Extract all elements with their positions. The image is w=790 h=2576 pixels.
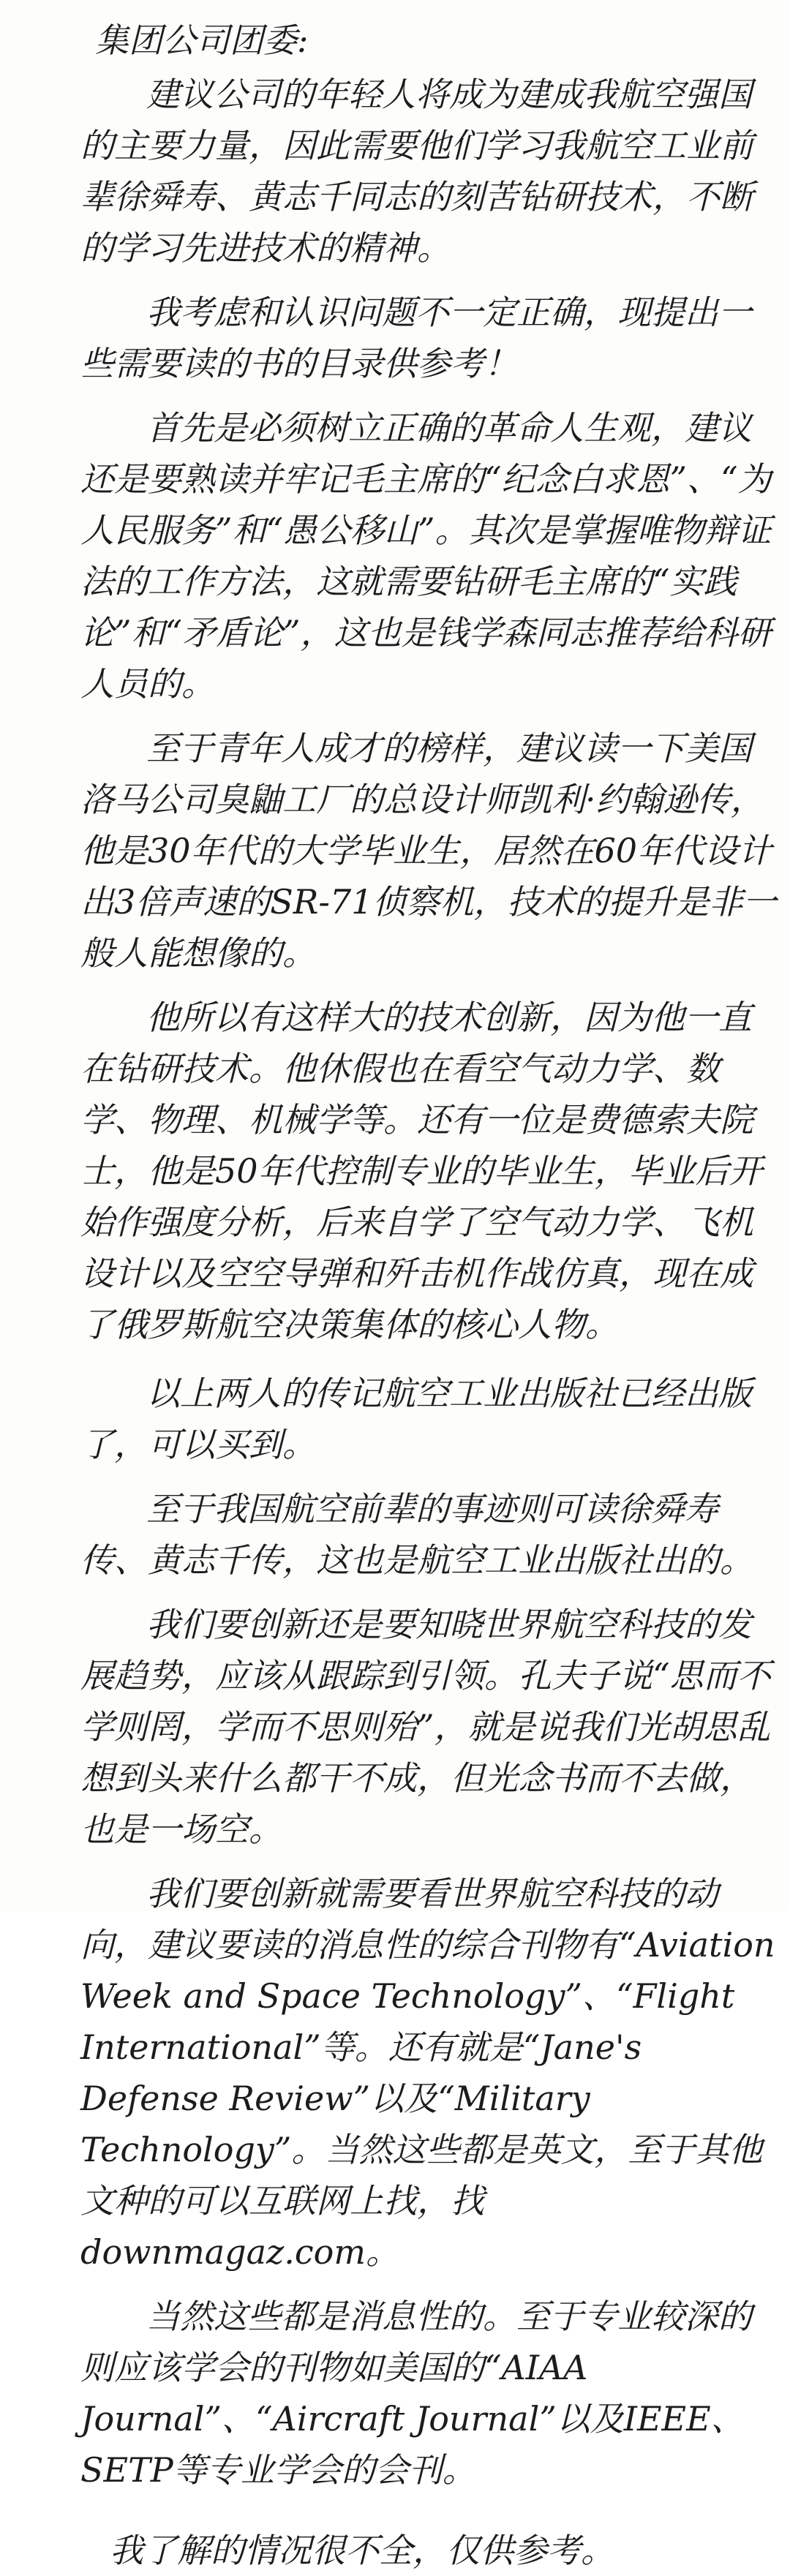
paragraph-8: 我们要创新还是要知晓世界航空科技的发展趋势，应该从跟踪到引领。孔夫子说“思而不学则罔，学而不思则殆”，就是说我们光胡思乱想到头来什么都干不成，但光念书而不去做，也是一场空。 bbox=[80, 1605, 771, 1849]
paragraph-6: 以上两人的传记航空工业出版社已经出版了，可以买到。 bbox=[80, 1374, 752, 1464]
paragraph-10: 当然这些都是消息性的。至于专业较深的则应该学会的刊物如美国的“AIAA Journal”、“Aircraft Journal”以及IEEE、SETP等专业学会的会刊。 bbox=[80, 2297, 752, 2490]
paragraph-1: 建议公司的年轻人将成为建成我航空强国的主要力量，因此需要他们学习我航空工业前辈徐舜寿、黄志千同志的刻苦钻研技术，不断的学习先进技术的精神。 bbox=[80, 75, 753, 268]
paragraph-4: 至于青年人成才的榜样，建议读一下美国洛马公司臭鼬工厂的总设计师凯利·约翰逊传，他是30年代的大学毕业生，居然在60年代设计出3倍声速的SR-71侦察机，技术的提升是非一般人能想像的。 bbox=[80, 728, 777, 973]
paragraph-9: 我们要创新就需要看世界航空科技的动向，建议要读的消息性的综合刊物有“Aviation Week and Space Technology”、“Flight International”等。还有就是“Jane's Defense Review”以及“Military Technology”。当然这些都是英文，至于其他文种的可以互联网上找，找downmagaz.com。 bbox=[80, 1874, 775, 2272]
paragraph-5: 他所以有这样大的技术创新，因为他一直在钻研技术。他休假也在看空气动力学、数学、物理、机械学等。还有一位是费德索夫院士，他是50年代控制专业的毕业生，毕业后开始作强度分析，后来自学了空气动力学、飞机设计以及空空导弹和歼击机作战仿真，现在成了俄罗斯航空决策集体的核心人物。 bbox=[80, 998, 763, 1344]
paragraph-3: 首先是必须树立正确的革命人生观，建议还是要熟读并牢记毛主席的“纪念白求恩”、“为人民服务”和“愚公移山”。其次是掌握唯物辩证法的工作方法，这就需要钻研毛主席的“实践论”和“矛盾论”，这也是钱学森同志推荐给科研人员的。 bbox=[80, 408, 772, 704]
closing-line: 我了解的情况很不全，仅供参考。 bbox=[110, 2531, 614, 2570]
handwritten-letter bbox=[80, 15, 783, 2576]
paragraph-7: 至于我国航空前辈的事迹则可读徐舜寿传、黄志千传，这也是航空工业出版社出的。 bbox=[80, 1489, 753, 1580]
paragraph-2: 我考虑和认识问题不一定正确，现提出一些需要读的书的目录供参考！ bbox=[80, 293, 752, 383]
salutation: 集团公司团委: bbox=[95, 20, 309, 60]
